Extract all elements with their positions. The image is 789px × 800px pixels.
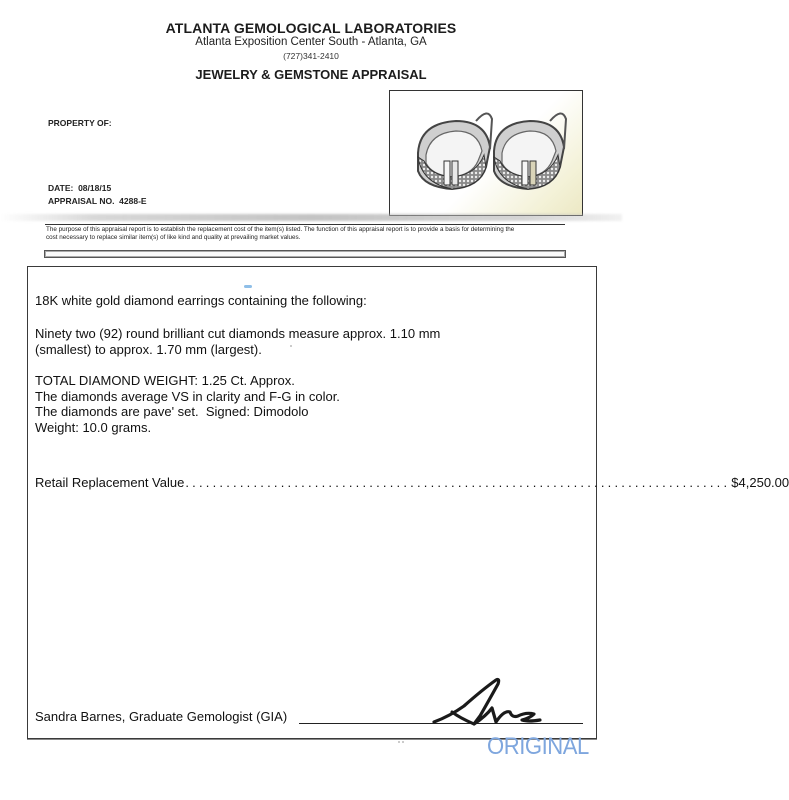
scan-speck: [290, 345, 292, 347]
diamond-count-line-1: Ninety two (92) round brilliant cut diamonds measure approx. 1.10 mm: [35, 326, 441, 341]
appraisal-number-field: [48, 196, 147, 206]
earrings-image: [390, 91, 582, 215]
disclaimer-text: [46, 226, 566, 242]
document-title: JEWELRY & GEMSTONE APPRAISAL: [195, 67, 427, 82]
date-value: 08/18/15: [78, 183, 112, 193]
replacement-value-amount: $4,250.00: [731, 475, 789, 490]
ink-speck: [244, 285, 252, 288]
diamond-details-paragraph: [35, 373, 585, 435]
appraisal-number-label: APPRAISAL NO.: [48, 196, 115, 206]
date-label: DATE:: [48, 183, 74, 193]
right-earring: [494, 113, 566, 189]
separator-bar: [44, 250, 566, 258]
organization-address: Atlanta Exposition Center South - Atlanta, GA: [195, 36, 427, 48]
diamond-count-line-2: (smallest) to approx. 1.70 mm (largest).: [35, 341, 262, 357]
replacement-value-label: Retail Replacement Value: [35, 475, 185, 490]
appraisal-number-value: 4288-E: [119, 196, 147, 206]
organization-phone: (727)341-2410: [283, 51, 339, 61]
left-earring: [418, 113, 492, 189]
original-stamp: ORIGINAL: [487, 733, 589, 760]
total-weight-line: TOTAL DIAMOND WEIGHT: 1.25 Ct. Approx.: [35, 373, 295, 388]
earrings-photo: [389, 90, 583, 216]
scan-speck: [402, 741, 404, 743]
property-of-label: PROPERTY OF:: [48, 118, 112, 128]
clarity-color-line: The diamonds average VS in clarity and F-G in color.: [35, 388, 340, 404]
scan-speck: [398, 741, 400, 743]
scan-artifact: [0, 214, 622, 221]
replacement-value-row: [35, 475, 789, 490]
divider: [45, 224, 565, 225]
setting-signed-line: The diamonds are pave' set. Signed: Dimodolo: [35, 404, 309, 419]
diamond-count-paragraph: [35, 326, 585, 357]
signer-name: Sandra Barnes, Graduate Gemologist (GIA): [35, 709, 288, 724]
disclaimer-line-2: cost necessary to replace similar item(s) of like kind and quality at prevailing market values.: [46, 234, 301, 241]
handwritten-signature: [430, 672, 550, 728]
organization-name: ATLANTA GEMOLOGICAL LABORATORIES: [165, 20, 457, 36]
item-intro: 18K white gold diamond earrings containing the following:: [35, 293, 367, 308]
property-of-field: [48, 118, 112, 128]
date-field: [48, 183, 111, 193]
dot-leader: ................................................................................: [185, 475, 731, 490]
disclaimer-line-1: The purpose of this appraisal report is to establish the replacement cost of the item(s) listed. The function of this appraisal report is to provide a basis for determining the: [46, 226, 515, 233]
metal-weight-line: Weight: 10.0 grams.: [35, 419, 152, 435]
